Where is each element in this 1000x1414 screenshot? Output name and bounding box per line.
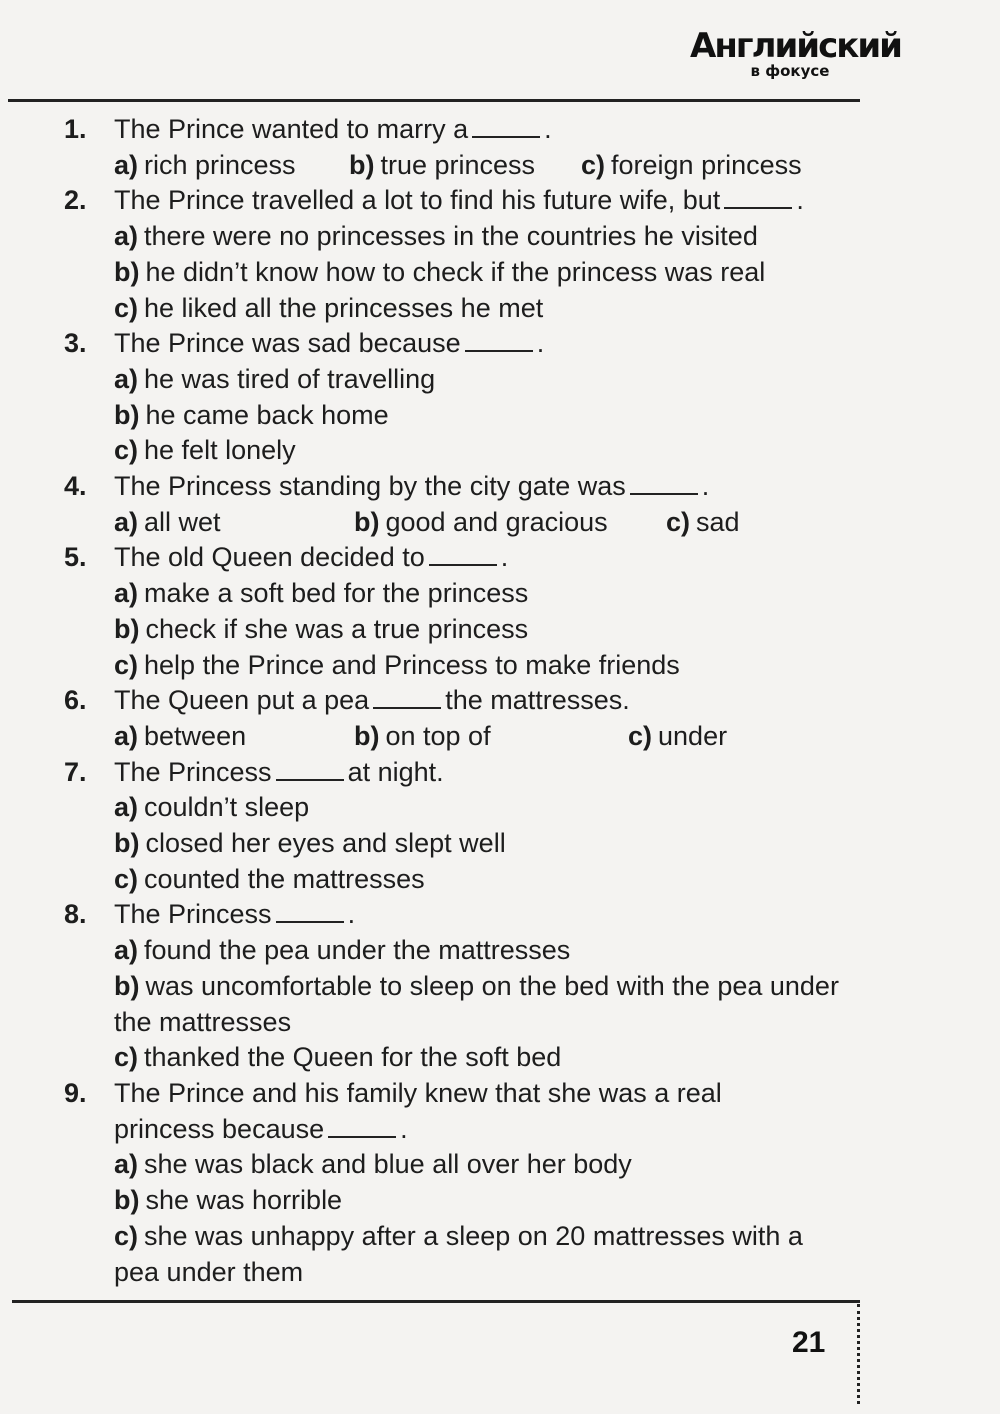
option-b: b) closed her eyes and slept well	[114, 828, 506, 859]
option-a: a) between	[114, 720, 247, 751]
option-c: c) he felt lonely	[114, 435, 296, 466]
option-c: c) help the Prince and Princess to make friends	[114, 649, 680, 680]
question-number: 7.	[64, 756, 87, 787]
answer-blank	[328, 1114, 396, 1138]
option-c: c) he liked all the princesses he met	[114, 292, 544, 323]
question-8	[60, 897, 860, 1076]
answer-blank	[276, 757, 344, 781]
question-stem: The Princess at night.	[114, 756, 444, 787]
page-number: 21	[792, 1326, 826, 1359]
option-c: c) thanked the Queen for the soft bed	[114, 1042, 562, 1073]
question-stem: The old Queen decided to .	[114, 542, 509, 573]
option-a: a) she was black and blue all over her body	[114, 1149, 632, 1180]
dotted-edge-line	[857, 1304, 860, 1404]
option-a: a) he was tired of travelling	[114, 363, 436, 394]
question-stem: The Prince travelled a lot to find his future wife, but .	[114, 185, 804, 216]
question-6	[60, 683, 860, 754]
option-b: b) true princess	[349, 149, 536, 180]
question-number: 6.	[64, 685, 87, 716]
question-stem: The Queen put a pea the mattresses.	[114, 685, 630, 716]
option-a: a) rich princess	[114, 149, 296, 180]
question-number: 2.	[64, 185, 87, 216]
series-logo	[690, 26, 901, 80]
option-a: a) all wet	[114, 506, 221, 537]
option-a: a) there were no princesses in the countries he visited	[114, 221, 758, 252]
answer-blank	[429, 542, 497, 566]
option-c: c) she was unhappy after a sleep on 20 mattresses with a pea under them	[114, 1220, 803, 1287]
option-b: b) check if she was a true princess	[114, 613, 529, 644]
logo-subtitle: в фокусе	[750, 62, 830, 80]
option-c: c) foreign princess	[581, 149, 802, 180]
option-b: b) good and gracious	[354, 506, 608, 537]
options-row	[114, 505, 860, 541]
question-1	[60, 112, 860, 183]
option-b: b) on top of	[354, 720, 491, 751]
question-stem-line-2: princess because .	[114, 1113, 408, 1144]
question-2	[60, 183, 860, 326]
option-b: b) he came back home	[114, 399, 389, 430]
bottom-rule	[12, 1300, 860, 1303]
question-stem: The Prince wanted to marry a .	[114, 114, 552, 144]
question-stem-line-1: The Prince and his family knew that she was a real	[114, 1077, 722, 1108]
option-b: b) was uncomfortable to sleep on the bed with the pea under the mattresses	[114, 970, 839, 1037]
question-7	[60, 755, 860, 898]
answer-blank	[630, 471, 698, 495]
answer-blank	[373, 685, 441, 709]
option-b: b) she was horrible	[114, 1185, 343, 1216]
question-3	[60, 326, 860, 469]
question-4	[60, 469, 860, 540]
option-a: a) make a soft bed for the princess	[114, 578, 529, 609]
answer-blank	[472, 114, 540, 138]
question-stem: The Princess .	[114, 899, 356, 930]
option-c: c) under	[628, 720, 728, 751]
option-c: c) counted the mattresses	[114, 863, 425, 894]
question-number: 3.	[64, 328, 87, 359]
question-5	[60, 540, 860, 683]
question-9	[60, 1076, 860, 1290]
logo-title: Английский	[690, 26, 901, 66]
question-number: 4.	[64, 471, 87, 502]
question-stem: The Princess standing by the city gate was .	[114, 471, 710, 502]
question-list	[60, 112, 860, 1290]
options-row	[114, 148, 860, 184]
top-rule	[8, 99, 860, 102]
option-a: a) couldn’t sleep	[114, 792, 310, 823]
option-a: a) found the pea under the mattresses	[114, 935, 571, 966]
answer-blank	[465, 328, 533, 352]
option-c: c) sad	[666, 506, 740, 537]
question-number: 8.	[64, 899, 87, 930]
question-number: 9.	[64, 1077, 87, 1108]
question-number: 1.	[64, 114, 87, 144]
question-stem: The Prince was sad because .	[114, 328, 545, 359]
question-number: 5.	[64, 542, 87, 573]
answer-blank	[724, 185, 792, 209]
option-b: b) he didn’t know how to check if the princess was real	[114, 256, 766, 287]
options-row	[114, 719, 860, 755]
answer-blank	[276, 899, 344, 923]
